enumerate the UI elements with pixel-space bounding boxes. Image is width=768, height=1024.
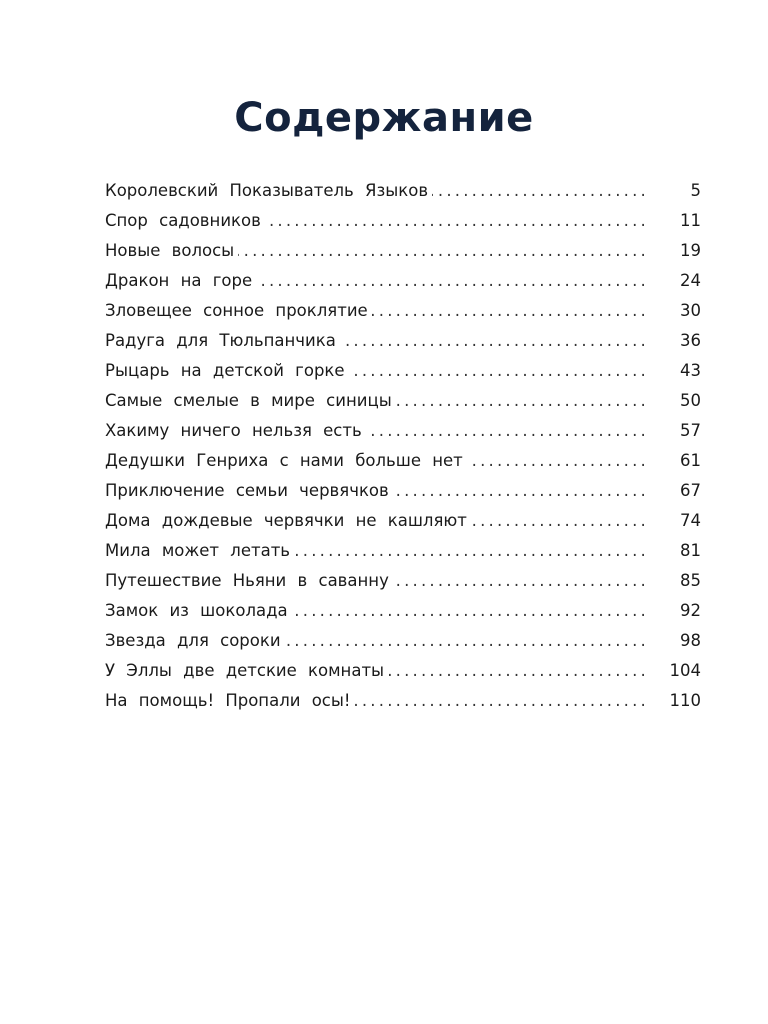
toc-entry-title: Дома дождевые червячки не кашляют: [105, 511, 467, 530]
toc-row: [105, 206, 701, 236]
toc-page-number: 5: [690, 181, 701, 200]
toc-row: [105, 686, 701, 716]
dot-leader: [285, 626, 649, 656]
toc-row: [105, 626, 701, 656]
toc-row: [105, 266, 701, 296]
toc-entry-title: Новые волосы: [105, 241, 235, 260]
toc-entry-title: Зловещее сонное проклятие: [105, 301, 368, 320]
toc-page-number: 57: [680, 421, 701, 440]
toc-page-number: 74: [680, 511, 701, 530]
table-of-contents: [105, 176, 701, 716]
toc-entry-title: Путешествие Ньяни в саванну: [105, 571, 389, 590]
toc-row: [105, 476, 701, 506]
dot-leader: [265, 206, 649, 236]
toc-page-number: 61: [680, 451, 701, 470]
toc-entry-title: Хакиму ничего нельзя есть: [105, 421, 362, 440]
toc-page-number: 30: [680, 301, 701, 320]
toc-entry-title: Дедушки Генриха с нами больше нет: [105, 451, 463, 470]
toc-entry-title: Приключение семьи червячков: [105, 481, 389, 500]
toc-page-number: 24: [680, 271, 701, 290]
dot-leader: [388, 656, 649, 686]
toc-row: [105, 326, 701, 356]
toc-row: [105, 386, 701, 416]
toc-entry-title: Королевский Показыватель Языков: [105, 181, 429, 200]
toc-row: [105, 596, 701, 626]
toc-page-number: 19: [680, 241, 701, 260]
dot-leader: [467, 446, 649, 476]
dot-leader: [432, 176, 649, 206]
dot-leader: [396, 386, 649, 416]
toc-page-number: 36: [680, 331, 701, 350]
toc-entry-title: На помощь! Пропали осы!: [105, 691, 351, 710]
toc-page-number: 98: [680, 631, 701, 650]
toc-row: [105, 656, 701, 686]
dot-leader: [372, 296, 649, 326]
dot-leader: [238, 236, 649, 266]
toc-row: [105, 446, 701, 476]
toc-page-number: 50: [680, 391, 701, 410]
toc-entry-title: Самые смелые в мире синицы: [105, 391, 392, 410]
toc-page-number: 92: [680, 601, 701, 620]
toc-page-number: 110: [669, 691, 701, 710]
page-title: Содержание: [234, 95, 534, 141]
toc-entry-title: У Эллы две детские комнаты: [105, 661, 385, 680]
toc-page-number: 81: [680, 541, 701, 560]
toc-entry-title: Замок из шоколада: [105, 601, 288, 620]
toc-row: [105, 536, 701, 566]
toc-page-number: 67: [680, 481, 701, 500]
toc-row: [105, 356, 701, 386]
dot-leader: [366, 416, 649, 446]
toc-page-number: 43: [680, 361, 701, 380]
dot-leader: [340, 326, 649, 356]
dot-leader: [355, 686, 649, 716]
toc-entry-title: Рыцарь на детской горке: [105, 361, 345, 380]
toc-entry-title: Мила может летать: [105, 541, 291, 560]
dot-leader: [393, 476, 649, 506]
toc-entry-title: Дракон на горе: [105, 271, 253, 290]
toc-row: [105, 236, 701, 266]
dot-leader: [292, 596, 649, 626]
toc-entry-title: Спор садовников: [105, 211, 261, 230]
dot-leader: [393, 566, 649, 596]
toc-entry-title: Радуга для Тюльпанчика: [105, 331, 336, 350]
toc-row: [105, 566, 701, 596]
toc-row: [105, 416, 701, 446]
toc-page-number: 85: [680, 571, 701, 590]
toc-page-number: 104: [669, 661, 701, 680]
toc-row: [105, 176, 701, 206]
dot-leader: [349, 356, 649, 386]
dot-leader: [256, 266, 649, 296]
toc-page-number: 11: [680, 211, 701, 230]
dot-leader: [294, 536, 649, 566]
toc-row: [105, 506, 701, 536]
dot-leader: [471, 506, 649, 536]
toc-entry-title: Звезда для сороки: [105, 631, 281, 650]
toc-row: [105, 296, 701, 326]
